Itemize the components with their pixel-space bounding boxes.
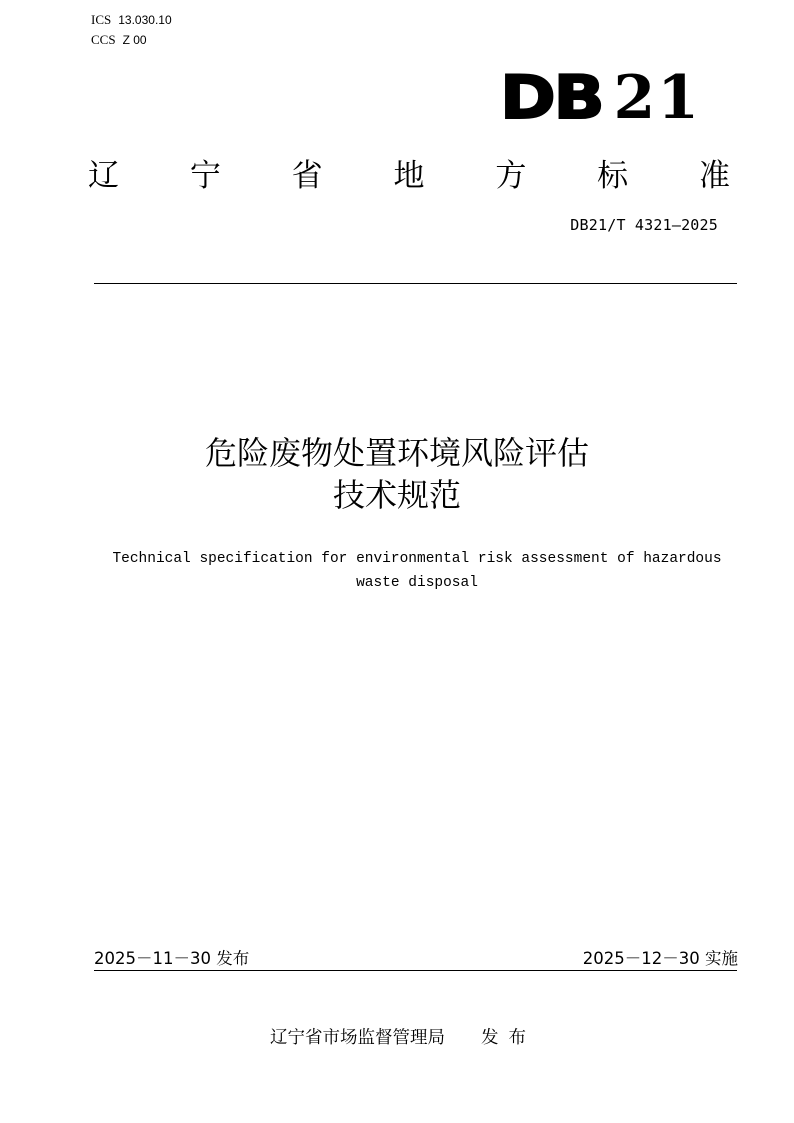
title-chinese xyxy=(0,432,794,516)
ccs-label: CCS xyxy=(91,32,116,47)
logo-letters: DB xyxy=(500,63,603,133)
standard-type-char: 辽 xyxy=(88,157,119,194)
issuer-name: 辽宁省市场监督管理局 xyxy=(270,1028,445,1048)
issuer-line xyxy=(270,1024,536,1049)
issuer-action: 发布 xyxy=(481,1028,536,1048)
standard-type-heading xyxy=(88,150,730,194)
title-chinese-line-2: 技术规范 xyxy=(332,476,461,514)
ccs-code-row xyxy=(91,30,172,50)
standard-type-char: 准 xyxy=(698,157,730,194)
standard-type-char: 宁 xyxy=(189,157,221,194)
top-divider xyxy=(94,283,737,284)
standard-logo xyxy=(500,63,702,133)
ics-code-row xyxy=(91,10,172,30)
implement-date: 2025－12－30 实施 xyxy=(582,949,738,968)
title-english-line-1: Technical specification for environmental risk assessment of hazardous xyxy=(112,551,722,567)
standard-type-char: 省 xyxy=(291,157,323,194)
ics-label: ICS xyxy=(91,12,112,27)
standard-type-char: 标 xyxy=(597,157,629,194)
standard-type-char: 方 xyxy=(495,157,527,194)
bottom-divider xyxy=(94,970,737,971)
classification-codes xyxy=(91,10,172,50)
standard-type-char: 地 xyxy=(393,157,425,194)
ics-value: 13.030.10 xyxy=(118,13,172,27)
title-chinese-line-1: 危险废物处置环境风险评估 xyxy=(204,434,589,472)
publish-date: 2025－11－30 发布 xyxy=(94,949,250,968)
ccs-value: Z 00 xyxy=(122,33,147,47)
logo-number: 21 xyxy=(613,63,702,133)
title-english xyxy=(60,547,774,595)
title-english-line-2: waste disposal xyxy=(356,575,478,591)
standard-number: DB21/T 4321—2025 xyxy=(570,216,718,234)
